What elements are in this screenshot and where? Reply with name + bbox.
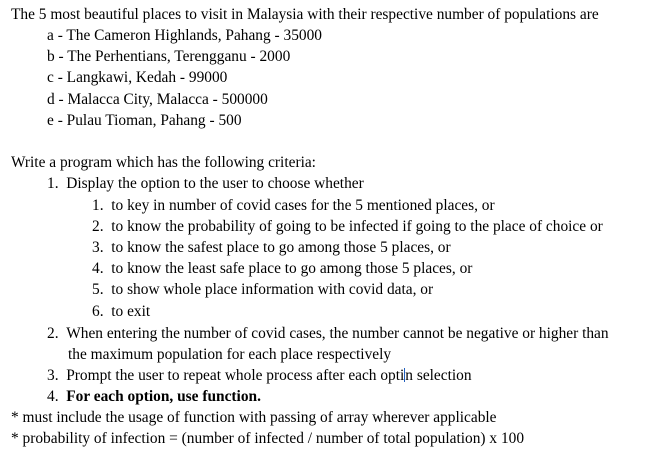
criterion-2-continuation: the maximum population for each place respectively <box>68 346 392 363</box>
option-number: 3. <box>92 239 104 256</box>
criterion-4 <box>47 387 261 407</box>
option-6 <box>92 302 150 322</box>
option-text: to know the least safe place to go among those 5 places, or <box>111 260 473 277</box>
option-number: 6. <box>92 303 104 320</box>
place-letter: c <box>47 69 54 86</box>
option-1 <box>92 196 495 216</box>
criterion-text: For each option, use function. <box>66 388 261 405</box>
place-letter: b <box>47 48 55 65</box>
place-letter: e <box>47 112 54 129</box>
option-text: to key in number of covid cases for the 5 mentioned places, or <box>111 197 495 214</box>
criterion-number: 1. <box>47 175 59 192</box>
place-item-d: d - Malacca City, Malacca - 500000 <box>47 91 268 108</box>
place-item-c: c - Langkawi, Kedah - 99000 <box>47 69 228 86</box>
note-1: * must include the usage of function with passing of array wherever applicable <box>11 409 497 426</box>
place-item-e: e - Pulau Tioman, Pahang - 500 <box>47 112 242 129</box>
option-5 <box>92 280 433 300</box>
option-2 <box>92 217 603 237</box>
place-text: Malacca City, Malacca - 500000 <box>67 91 268 108</box>
place-text: The Perhentians, Terengganu - 2000 <box>67 48 291 65</box>
criterion-1 <box>47 174 364 194</box>
option-number: 2. <box>92 218 104 235</box>
place-text: Langkawi, Kedah - 99000 <box>66 69 228 86</box>
place-letter: a <box>47 27 54 44</box>
option-text: to know the safest place to go among those 5 places, or <box>111 239 451 256</box>
criterion-text-part-b: n selection <box>405 367 472 384</box>
criterion-text: Display the option to the user to choose whether <box>66 175 364 192</box>
option-number: 5. <box>92 281 104 298</box>
criterion-number: 3. <box>47 367 59 384</box>
place-item-b: b - The Perhentians, Terengganu - 2000 <box>47 48 291 65</box>
option-number: 4. <box>92 260 104 277</box>
option-text: to exit <box>111 303 151 320</box>
place-letter: d <box>47 91 55 108</box>
criterion-2 <box>47 324 609 344</box>
task-intro: Write a program which has the following criteria: <box>11 154 316 171</box>
option-3 <box>92 238 451 258</box>
option-text: to show whole place information with covid data, or <box>111 281 434 298</box>
place-text: Pulau Tioman, Pahang - 500 <box>66 112 242 129</box>
option-text: to know the probability of going to be infected if going to the place of choice or <box>111 218 603 235</box>
option-number: 1. <box>92 197 104 214</box>
place-text: The Cameron Highlands, Pahang - 35000 <box>66 27 322 44</box>
criterion-text-part-a: Prompt the user to repeat whole process after each opti <box>66 367 405 384</box>
place-item-a: a - The Cameron Highlands, Pahang - 35000 <box>47 27 322 44</box>
criterion-number: 4. <box>47 388 59 405</box>
option-4 <box>92 259 472 279</box>
intro-text: The 5 most beautiful places to visit in Malaysia with their respective number of populations are <box>11 6 599 23</box>
criterion-text: When entering the number of covid cases, the number cannot be negative or higher than <box>66 325 609 342</box>
note-2: * probability of infection = (number of infected / number of total population) x 100 <box>11 430 525 447</box>
criterion-number: 2. <box>47 325 59 342</box>
criterion-3 <box>47 366 472 386</box>
